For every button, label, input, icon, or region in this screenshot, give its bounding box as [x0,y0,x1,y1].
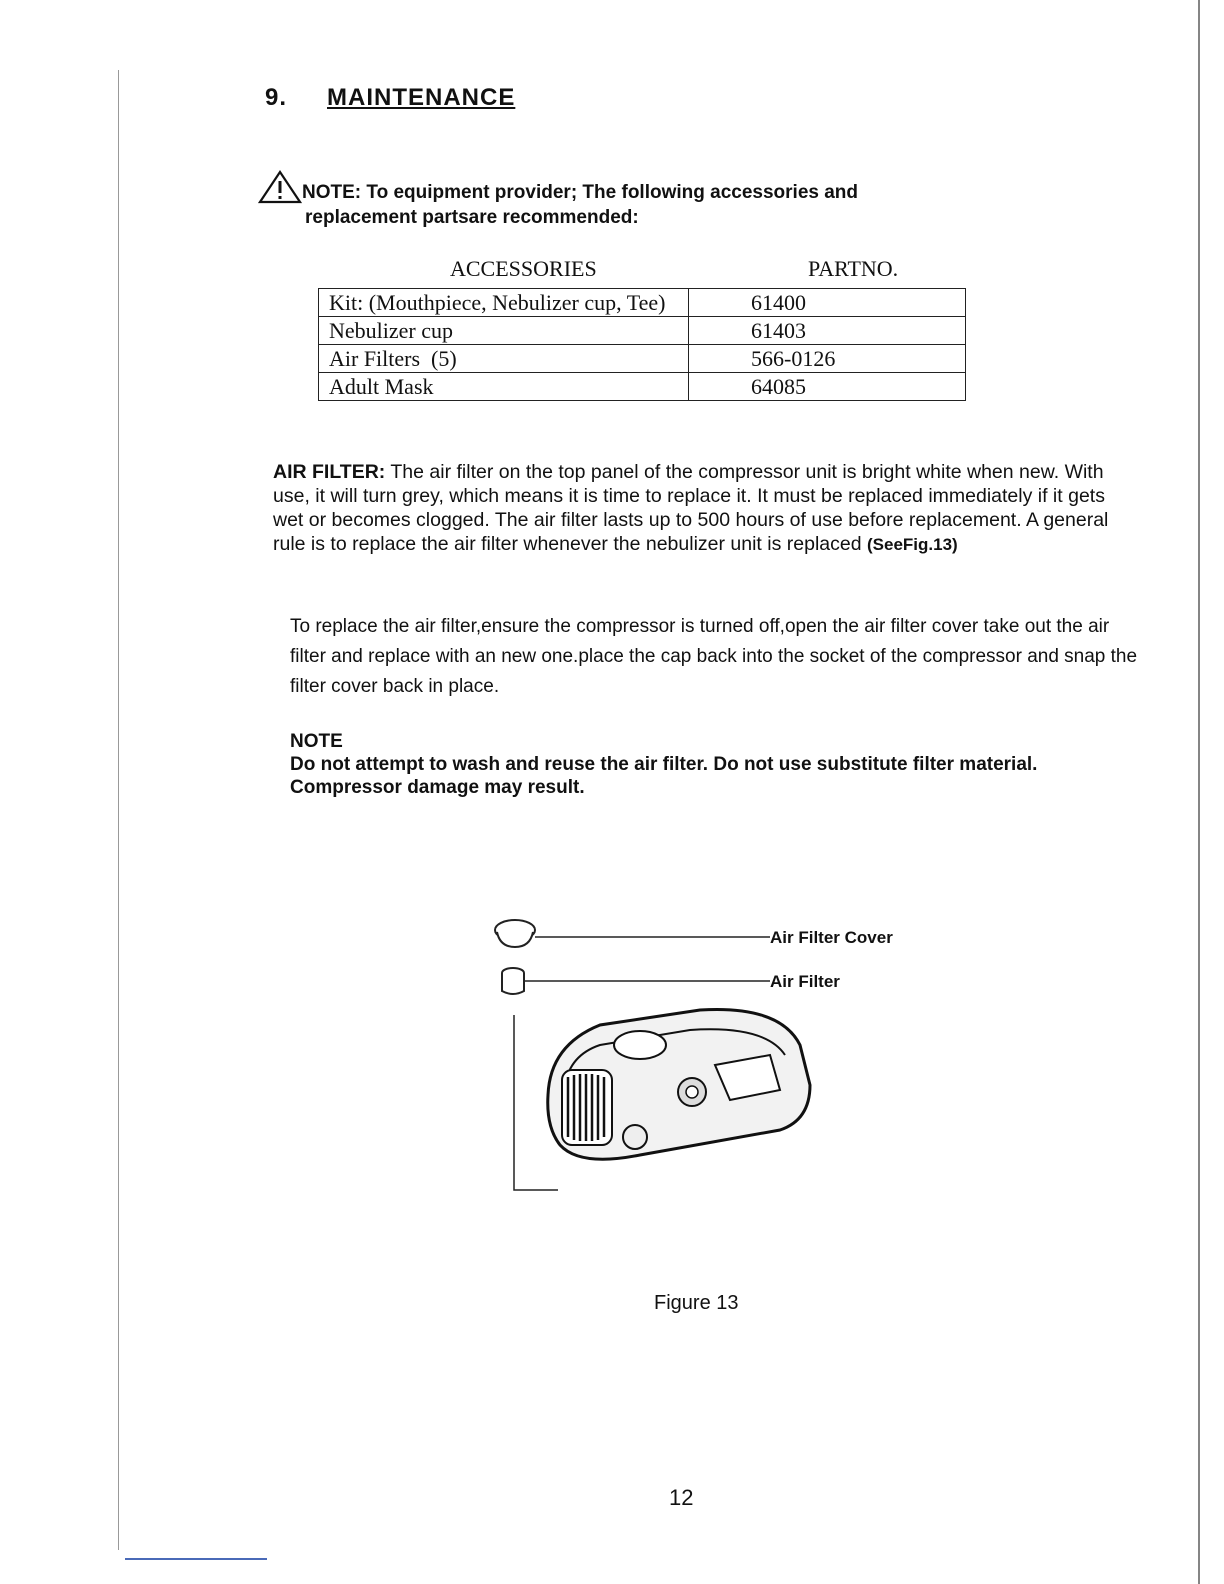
partno-header: PARTNO. [808,256,899,281]
warning-triangle-icon [258,170,302,204]
air-filter-label-fig: Air Filter [770,972,840,991]
compressor-diagram [480,905,940,1215]
air-filter-cover-label: Air Filter Cover [770,928,893,947]
section-title: MAINTENANCE [327,84,516,111]
left-margin-line [118,70,119,1550]
accessory-cell: Air Filters (5) [319,345,689,373]
filter-warning-note [290,730,1110,799]
table-row [319,289,966,317]
accessories-header: ACCESSORIES [450,256,597,281]
replace-instructions: To replace the air filter,ensure the compressor is turned off,open the air filter cover take out the air filter and replace with an new one.place the cap back into the socket of the compressor and snap the filter cover back in place. [290,616,1138,697]
part-number-cell: 61400 [689,289,966,317]
figure-reference: (SeeFig.13) [866,535,958,554]
accessory-cell: Kit: (Mouthpiece, Nebulizer cup, Tee) [319,289,689,317]
table-row [319,373,966,401]
part-number-cell: 64085 [689,373,966,401]
air-filter-cover-shape [495,920,535,947]
compressor-unit-shape [548,1009,810,1159]
note-label: NOTE: [302,182,362,203]
section-heading [265,84,515,112]
part-number-cell: 61403 [689,317,966,345]
bottom-rule [125,1558,267,1560]
right-edge-line [1198,0,1200,1584]
air-filter-label: AIR FILTER: [273,461,386,483]
figure-caption: Figure 13 [654,1292,739,1314]
air-filter-text: The air filter on the top panel of the compressor unit is bright white when new. With use, it will turn grey, which means it is time to replace it. It must be replaced immediately if it gets wet or becomes clogged. The air filter lasts up to 500 hours of use before replacement. A general rule is to replace the air filter whenever the nebulizer unit is replaced [273,461,1109,555]
table-row [319,317,966,345]
table-row [319,345,966,373]
note-line-1: To equipment provider; The following accessories and [366,182,859,203]
note-line-2: replacement partsare recommended: [305,207,639,228]
air-filter-paragraph [273,460,1133,557]
section-number: 9. [265,84,288,111]
note-text: Do not attempt to wash and reuse the air filter. Do not use substitute filter material. Compressor damage may result. [290,754,1038,798]
accessories-table [318,288,966,401]
figure-13-illustration [480,905,940,1215]
equipment-provider-note [258,170,1018,230]
accessory-cell: Adult Mask [319,373,689,401]
page-number: 12 [669,1485,694,1510]
note-title: NOTE [290,731,343,752]
part-number-cell: 566-0126 [689,345,966,373]
accessory-cell: Nebulizer cup [319,317,689,345]
air-filter-shape [502,968,524,994]
